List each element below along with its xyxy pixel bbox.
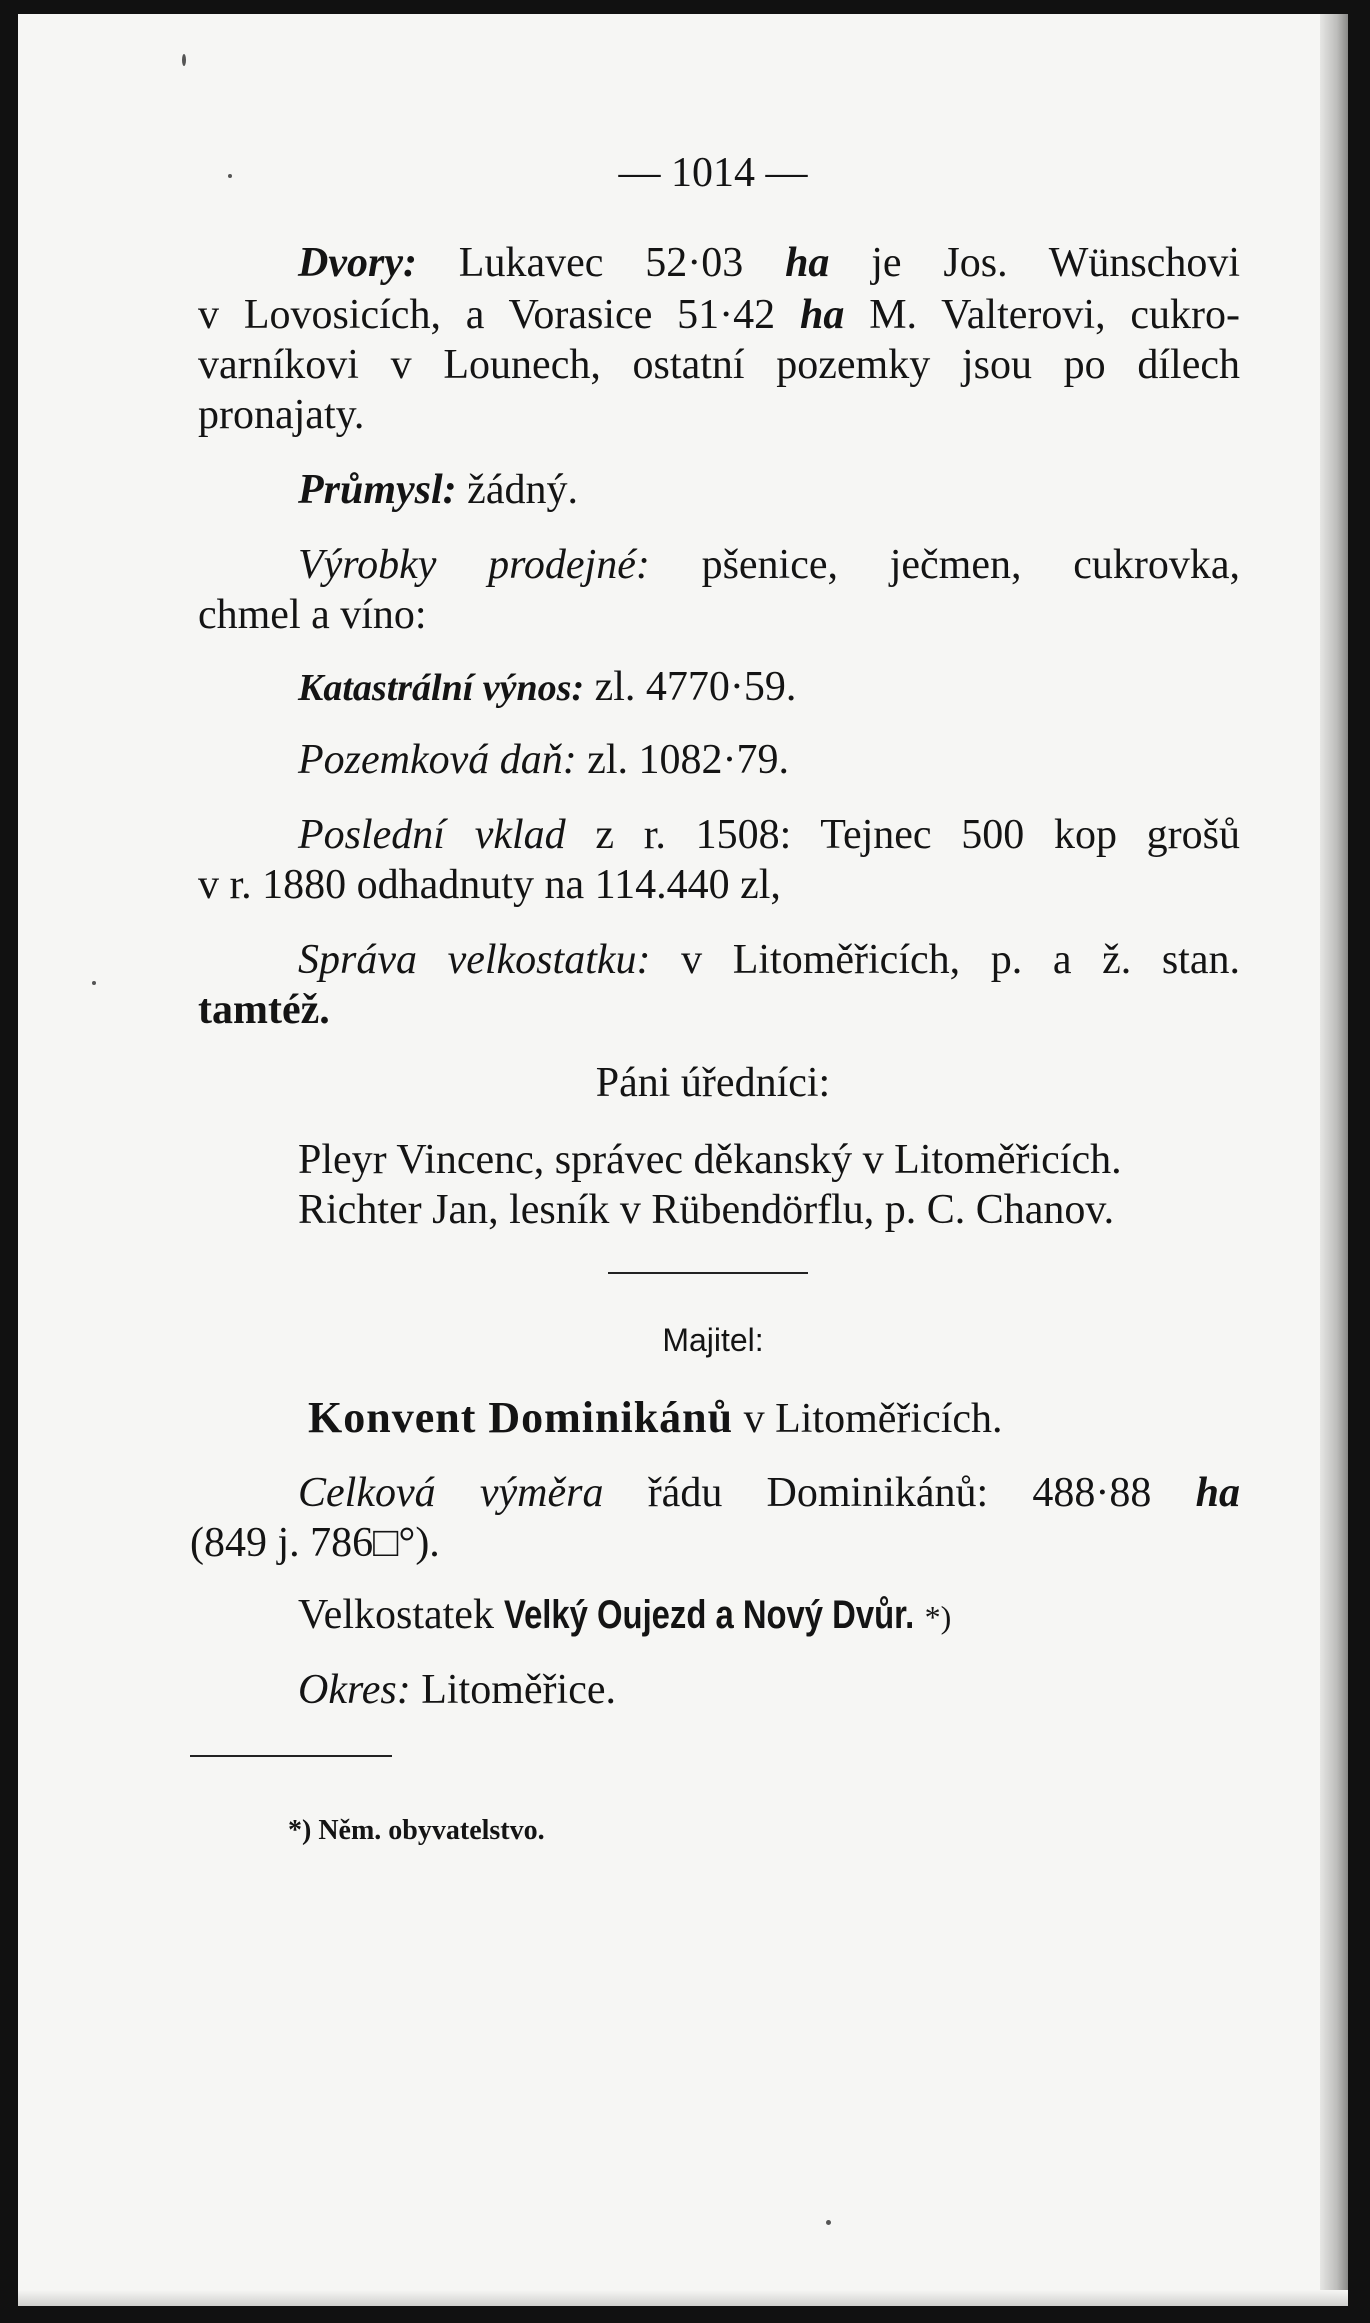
scan-speck <box>182 54 186 66</box>
ha-unit: ha <box>800 292 845 338</box>
book-page <box>18 14 1348 2306</box>
okres-line <box>298 1669 616 1711</box>
prumysl-value: žádný. <box>467 467 578 513</box>
page-number: — 1014 — <box>618 150 808 196</box>
dvory-line-4: pronajaty. <box>198 392 365 438</box>
footnote <box>288 1817 545 1845</box>
section-divider <box>608 1272 808 1274</box>
footnote-text: Něm. obyvatelstvo. <box>318 1815 545 1846</box>
vyrobky-text-1: pšenice, ječmen, cukrovka, <box>701 542 1240 588</box>
prumysl-line <box>298 469 578 511</box>
owner-place: v Litoměřicích. <box>743 1396 1003 1442</box>
pozemkova-line <box>298 739 789 781</box>
dvory-text-2b: M. Valterovi, cukro- <box>869 292 1241 338</box>
dvory-label: Dvory: <box>298 240 417 286</box>
posledni-text-1a: z r. 1508: <box>595 812 792 858</box>
posledni-line-1 <box>298 814 1240 856</box>
katastralni-label: Katastrální výnos: <box>298 667 585 709</box>
footnote-mark: *) <box>288 1815 312 1846</box>
celkova-line-1 <box>298 1472 1240 1514</box>
urednik-1: Pleyr Vincenc, správec děkanský v Litoměřicích. <box>298 1137 1122 1183</box>
majitel-heading: Majitel: <box>662 1322 764 1358</box>
vyrobky-label: Výrobky prodejné: <box>298 542 650 588</box>
ha-unit: ha <box>1195 1470 1241 1516</box>
vyrobky-line-2: chmel a víno: <box>198 592 427 638</box>
dvory-line-1 <box>298 242 1240 284</box>
prumysl-label: Průmysl: <box>298 467 457 513</box>
velkostatek-name: Velký Oujezd a Nový Dvůr. <box>504 1593 915 1637</box>
pozemkova-value: zl. 1082·79. <box>587 737 790 783</box>
celkova-text-1: řádu Dominikánů: 488·88 <box>647 1470 1152 1516</box>
scan-speck <box>826 2220 831 2225</box>
ha-unit: ha <box>785 240 830 286</box>
posledni-text-1b: Tejnec 500 kop grošů <box>820 812 1240 858</box>
dvory-line-2 <box>198 294 1240 336</box>
celkova-line-2: (849 j. 786□°). <box>190 1520 440 1566</box>
sprava-line-1 <box>298 939 1240 981</box>
velkostatek-line <box>298 1594 951 1636</box>
page-edge-shadow <box>1320 14 1348 2306</box>
urednici-heading: Páni úředníci: <box>595 1060 831 1106</box>
posledni-line-2: v r. 1880 odhadnuty na 114.440 zl, <box>198 862 781 908</box>
scan-speck <box>92 981 96 985</box>
pozemkova-label: Pozemková daň: <box>298 737 577 783</box>
sprava-text-1: v Litoměřicích, p. a ž. stan. <box>681 937 1240 983</box>
dvory-text-1b: je Jos. Wünschovi <box>871 240 1240 286</box>
footnote-rule <box>190 1755 392 1757</box>
celkova-label: Celková výměra <box>298 1470 604 1516</box>
velkostatek-prefix: Velkostatek <box>298 1592 494 1638</box>
posledni-label: Poslední vklad <box>298 812 566 858</box>
sprava-line-2: tamtéž. <box>198 987 330 1033</box>
katastralni-line <box>298 666 796 708</box>
vyrobky-line-1 <box>298 544 1240 586</box>
sprava-label: Správa velkostatku: <box>298 937 651 983</box>
page-bottom-edge <box>18 2290 1348 2306</box>
urednik-2: Richter Jan, lesník v Rübendörflu, p. C. Chanov. <box>298 1187 1115 1233</box>
owner-line <box>308 1393 1003 1442</box>
owner-name: Konvent Dominikánů <box>308 1393 734 1442</box>
dvory-text-2a: v Lovosicích, a Vorasice 51·42 <box>198 292 776 338</box>
dvory-line-3: varníkovi v Lounech, ostatní pozemky jsou po dílech <box>198 342 1240 388</box>
footnote-ref: *) <box>924 1599 952 1635</box>
okres-label: Okres: <box>298 1667 411 1713</box>
okres-value: Litoměřice. <box>421 1667 616 1713</box>
dvory-text-1: Lukavec 52·03 <box>458 240 744 286</box>
katastralni-value: zl. 4770·59. <box>594 664 797 710</box>
